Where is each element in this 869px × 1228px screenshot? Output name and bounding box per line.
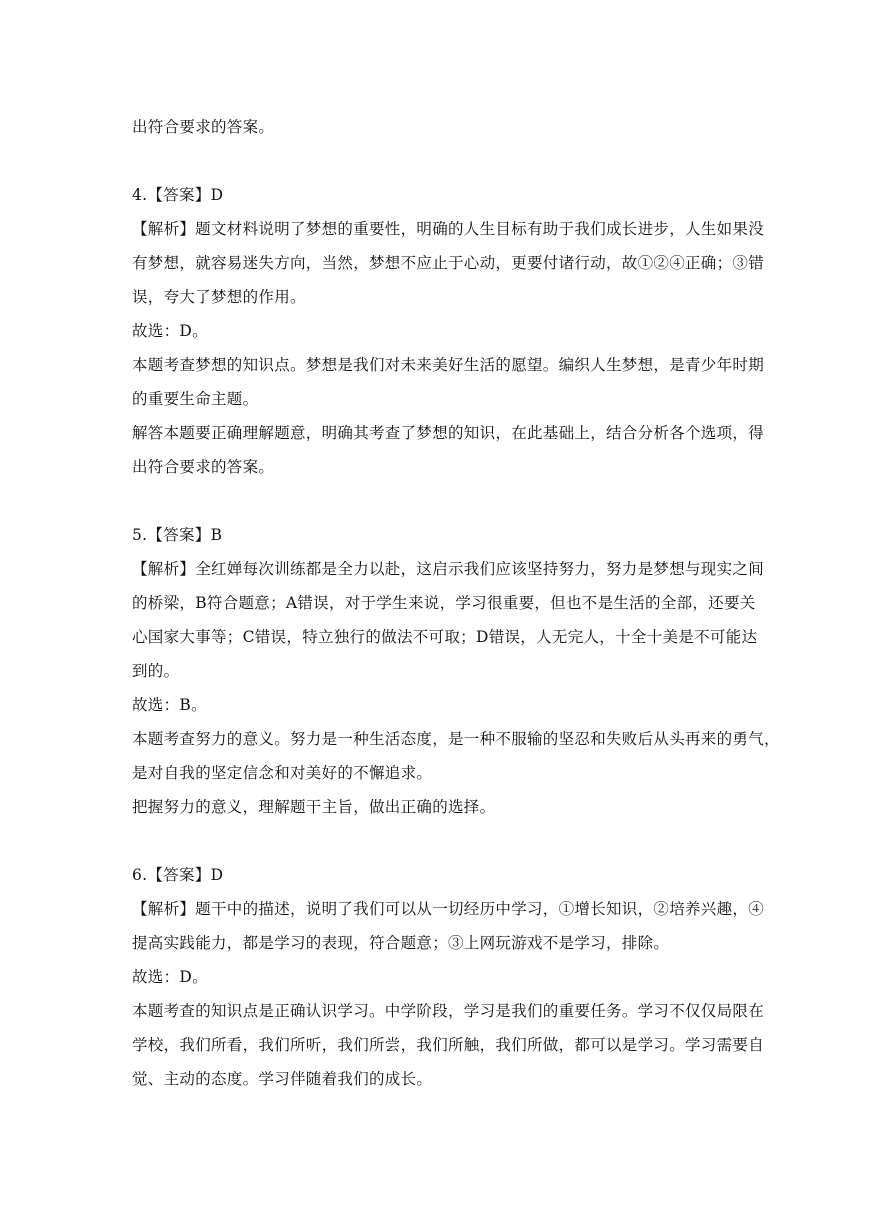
text-line: 心国家大事等；C错误，特立独行的做法不可取；D错误，人无完人，十全十美是不可能达 <box>132 628 758 646</box>
text-line: 学校，我们所看，我们所听，我们所尝，我们所触，我们所做，都可以是学习。学习需要自 <box>132 1036 765 1054</box>
blank-line <box>132 824 738 858</box>
blank-line <box>132 144 738 178</box>
text-line: 是对自我的坚定信念和对美好的不懈追求。 <box>132 764 433 782</box>
text-line: 故选：B。 <box>132 696 207 714</box>
answer-heading-q5: 5.【答案】B <box>132 526 223 544</box>
text-line: 本题考查梦想的知识点。梦想是我们对未来美好生活的愿望。编织人生梦想，是青少年时期 <box>132 356 765 374</box>
text-line: 【解析】全红婵每次训练都是全力以赴，这启示我们应该坚持努力，努力是梦想与现实之间 <box>132 560 765 578</box>
page-content <box>132 110 780 1096</box>
blank-line <box>132 484 738 518</box>
answer-heading-q6: 6.【答案】D <box>132 866 224 884</box>
text-line: 故选：D。 <box>132 968 208 986</box>
text-line: 觉、主动的态度。学习伴随着我们的成长。 <box>132 1070 433 1088</box>
text-line: 误，夸大了梦想的作用。 <box>132 288 306 306</box>
text-line: 本题考查努力的意义。努力是一种生活态度，是一种不服输的坚忍和失败后从头再来的勇气， <box>132 730 780 748</box>
text-line: 解答本题要正确理解题意，明确其考查了梦想的知识，在此基础上，结合分析各个选项，得 <box>132 424 765 442</box>
text-line: 有梦想，就容易迷失方向，当然，梦想不应止于心动，更要付诸行动，故①②④正确；③错 <box>132 254 765 272</box>
text-line: 故选：D。 <box>132 322 208 340</box>
text-line: 本题考查的知识点是正确认识学习。中学阶段，学习是我们的重要任务。学习不仅仅局限在 <box>132 1002 765 1020</box>
text-line: 出符合要求的答案。 <box>132 458 275 476</box>
text-line: 【解析】题干中的描述，说明了我们可以从一切经历中学习，①增长知识，②培养兴趣，④ <box>132 900 765 918</box>
text-line: 提高实践能力，都是学习的表现，符合题意；③上网玩游戏不是学习，排除。 <box>132 934 670 952</box>
text-line: 到的。 <box>132 662 180 680</box>
text-line: 的重要生命主题。 <box>132 390 259 408</box>
answer-heading-q4: 4.【答案】D <box>132 186 224 204</box>
text-line: 【解析】题文材料说明了梦想的重要性，明确的人生目标有助于我们成长进步，人生如果没 <box>132 220 765 238</box>
text-line: 把握努力的意义，理解题干主旨，做出正确的选择。 <box>132 798 496 816</box>
text-line: 出符合要求的答案。 <box>132 118 275 136</box>
text-line: 的桥梁，B符合题意；A错误，对于学生来说，学习很重要，但也不是生活的全部，还要关 <box>132 594 756 612</box>
